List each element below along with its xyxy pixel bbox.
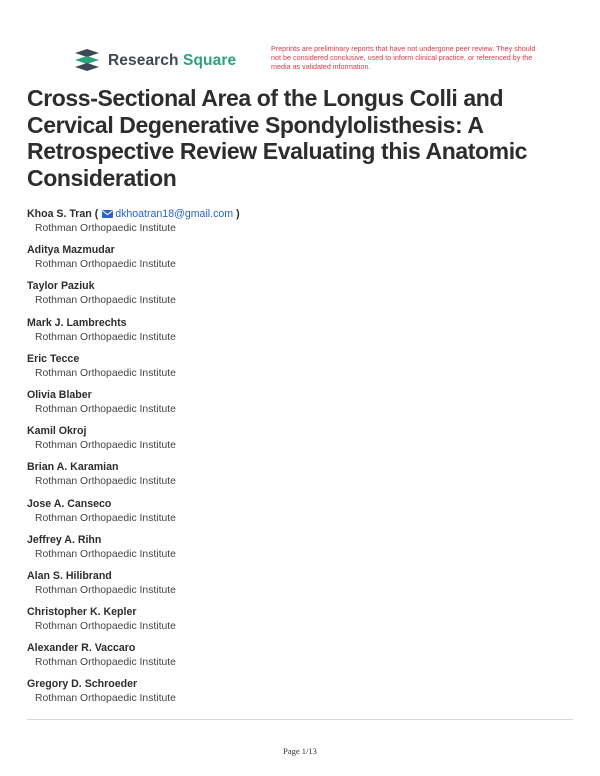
author-affiliation: Rothman Orthopaedic Institute	[35, 367, 176, 379]
author-name-line	[27, 207, 577, 221]
author-name: Jeffrey A. Rihn	[27, 533, 102, 546]
author-entry	[27, 605, 577, 641]
author-name-line	[27, 497, 577, 511]
author-name: Christopher K. Kepler	[27, 606, 137, 619]
author-affiliation: Rothman Orthopaedic Institute	[35, 657, 176, 669]
preprint-disclaimer: Preprints are preliminary reports that have not undergone peer review. They should not be considered conclusive, used to inform clinical practice, or referenced by the media as validated information.	[271, 44, 536, 72]
author-affiliation: Rothman Orthopaedic Institute	[35, 476, 176, 488]
author-name-line	[27, 424, 577, 438]
author-name-line	[27, 677, 577, 691]
author-name: Khoa S. Tran	[27, 208, 92, 220]
author-name-line	[27, 605, 577, 619]
author-entry	[27, 316, 577, 352]
author-entry	[27, 388, 577, 424]
author-name: Jose A. Canseco	[27, 497, 112, 510]
author-name-line	[27, 316, 577, 330]
author-entry	[27, 460, 577, 496]
author-name: Taylor Paziuk	[27, 280, 95, 293]
author-affiliation: Rothman Orthopaedic Institute	[35, 223, 176, 234]
author-affiliation: Rothman Orthopaedic Institute	[35, 295, 176, 307]
author-email: ( dkhoatran18@gmail.com )	[91, 208, 240, 220]
author-email-link[interactable]: dkhoatran18@gmail.com	[115, 208, 234, 220]
author-entry	[27, 569, 577, 605]
author-affiliation: Rothman Orthopaedic Institute	[35, 440, 176, 452]
author-entry	[27, 677, 577, 713]
author-affiliation: Rothman Orthopaedic Institute	[35, 621, 176, 633]
author-name-line	[27, 243, 577, 257]
author-entry	[27, 533, 577, 569]
author-name-line	[27, 533, 577, 547]
author-affiliation: Rothman Orthopaedic Institute	[35, 548, 176, 560]
author-name-line	[27, 569, 577, 583]
author-name: Mark J. Lambrechts	[27, 316, 127, 329]
author-entry	[27, 352, 577, 388]
author-name-line	[27, 279, 577, 293]
research-square-logo[interactable]	[74, 48, 236, 74]
footer-divider	[27, 719, 573, 720]
author-name: Alexander R. Vaccaro	[27, 642, 136, 655]
author-affiliation: Rothman Orthopaedic Institute	[35, 584, 176, 596]
author-affiliation: Rothman Orthopaedic Institute	[35, 331, 176, 343]
logo-wordmark: Research Square	[108, 52, 237, 69]
author-name-line	[27, 460, 577, 474]
author-entry	[27, 497, 577, 533]
author-entry	[27, 243, 577, 279]
author-entry	[27, 279, 577, 315]
author-affiliation: Rothman Orthopaedic Institute	[35, 512, 176, 524]
author-name-line	[27, 641, 577, 655]
author-affiliation: Rothman Orthopaedic Institute	[35, 403, 176, 415]
author-name: Brian A. Karamian	[27, 461, 119, 474]
author-affiliation: Rothman Orthopaedic Institute	[35, 259, 176, 271]
paper-title: Cross-Sectional Area of the Longus Colli and Cervical Degenerative Spondylolisthesis: A Retrospective Review Evaluating this Anatomic Consideration	[27, 85, 528, 191]
author-name: Olivia Blaber	[27, 388, 92, 401]
author-name: Aditya Mazmudar	[27, 244, 115, 257]
page-number: Page 1/13	[283, 746, 317, 756]
author-entry	[27, 641, 577, 677]
author-name: Alan S. Hilibrand	[27, 569, 112, 582]
author-affiliation: Rothman Orthopaedic Institute	[35, 693, 176, 705]
author-list	[27, 207, 577, 714]
envelope-icon	[102, 210, 113, 218]
author-name: Kamil Okroj	[27, 425, 87, 438]
author-name: Gregory D. Schroeder	[27, 678, 138, 691]
author-name-line	[27, 352, 577, 366]
author-name-line	[27, 388, 577, 402]
research-square-logo-icon	[74, 48, 100, 74]
author-entry	[27, 424, 577, 460]
author-name: Eric Tecce	[27, 352, 80, 365]
author-entry	[27, 207, 577, 243]
page-header	[74, 44, 534, 76]
